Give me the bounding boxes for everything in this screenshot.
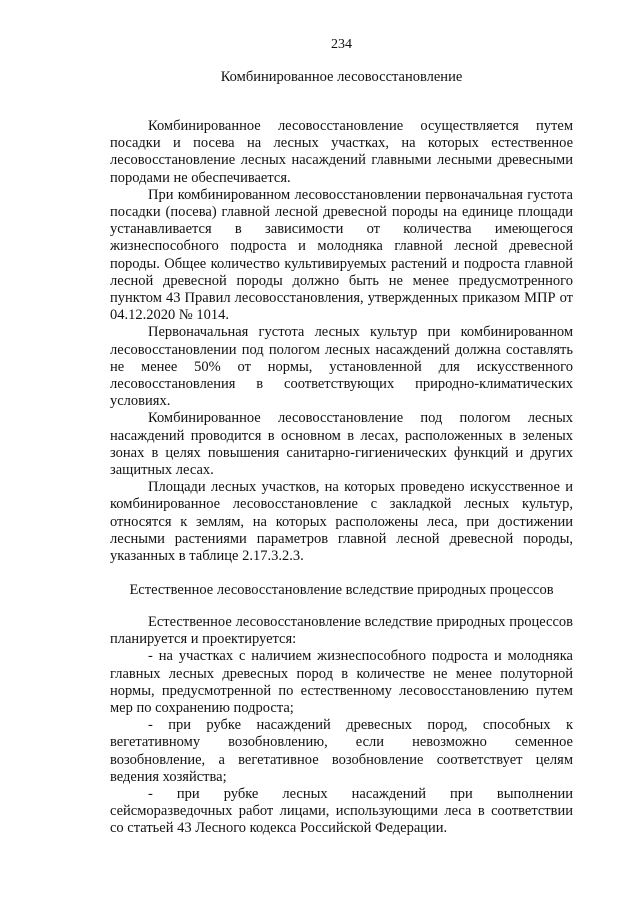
page-number: 234	[331, 37, 352, 52]
paragraph: При комбинированном лесовосстановлении первоначальная густота посадки (посева) главной лесной древесной породы на единице площади устанавливается в зависимости от количества имеющегося жизнеспособного подроста и молодняка главной лесной древесной породы. Общее количество культивируемых растений и подроста главной лесной древесной породы должно быть не менее предусмотренного пунктом 43 Правил лесовосстановления, утвержденных приказом МПР от 04.12.2020 № 1014.	[110, 186, 573, 324]
list-item: - при рубке насаждений древесных пород, способных к вегетативному возобновлению, если невозможно семенное возобновление, а вегетативное возобновление соответствует целям ведения хозяйства;	[110, 717, 573, 785]
paragraph: Комбинированное лесовосстановление под пологом лесных насаждений проводится в основном в лесах, расположенных в зеленых зонах в целях повышения санитарно-гигиенических функций и других защитных лесах.	[110, 410, 573, 479]
section-natural-reforestation	[110, 614, 573, 838]
list-item: - на участках с наличием жизнеспособного подроста и молодняка главных лесных древесных пород в количестве не менее полуторной нормы, предусмотренной по естественному лесовосстановлению путем мер по сохранению подроста;	[110, 648, 573, 717]
paragraph: Площади лесных участков, на которых проведено искусственное и комбинированное лесовосстановление с закладкой лесных культур, относятся к землям, на которых расположены леса, при достижении лесными растениями параметров главной лесной древесной породы, указанных в таблице 2.17.3.2.3.	[110, 479, 573, 565]
paragraph: Первоначальная густота лесных культур при комбинированном лесовосстановлении под пологом лесных насаждений должна составлять не менее 50% от нормы, установленной для искусственного лесовосстановления в соответствующих природно-климатических условиях.	[110, 324, 573, 410]
list-item: - при рубке лесных насаждений при выполнении сейсморазведочных работ лицами, использующими леса в соответствии со статьей 43 Лесного кодекса Российской Федерации.	[110, 786, 573, 837]
section-title-natural-reforestation: Естественное лесовосстановление вследствие природных процессов	[129, 582, 554, 598]
paragraph: Естественное лесовосстановление вследствие природных процессов планируется и проектируется:	[110, 614, 573, 648]
section-title-combined-reforestation: Комбинированное лесовосстановление	[220, 69, 463, 85]
paragraph: Комбинированное лесовосстановление осуществляется путем посадки и посева на лесных участках, на которых естественное лесовосстановление лесных насаждений главными лесными древесными породами не обеспечивается.	[110, 118, 573, 186]
section-combined-reforestation	[110, 118, 573, 565]
